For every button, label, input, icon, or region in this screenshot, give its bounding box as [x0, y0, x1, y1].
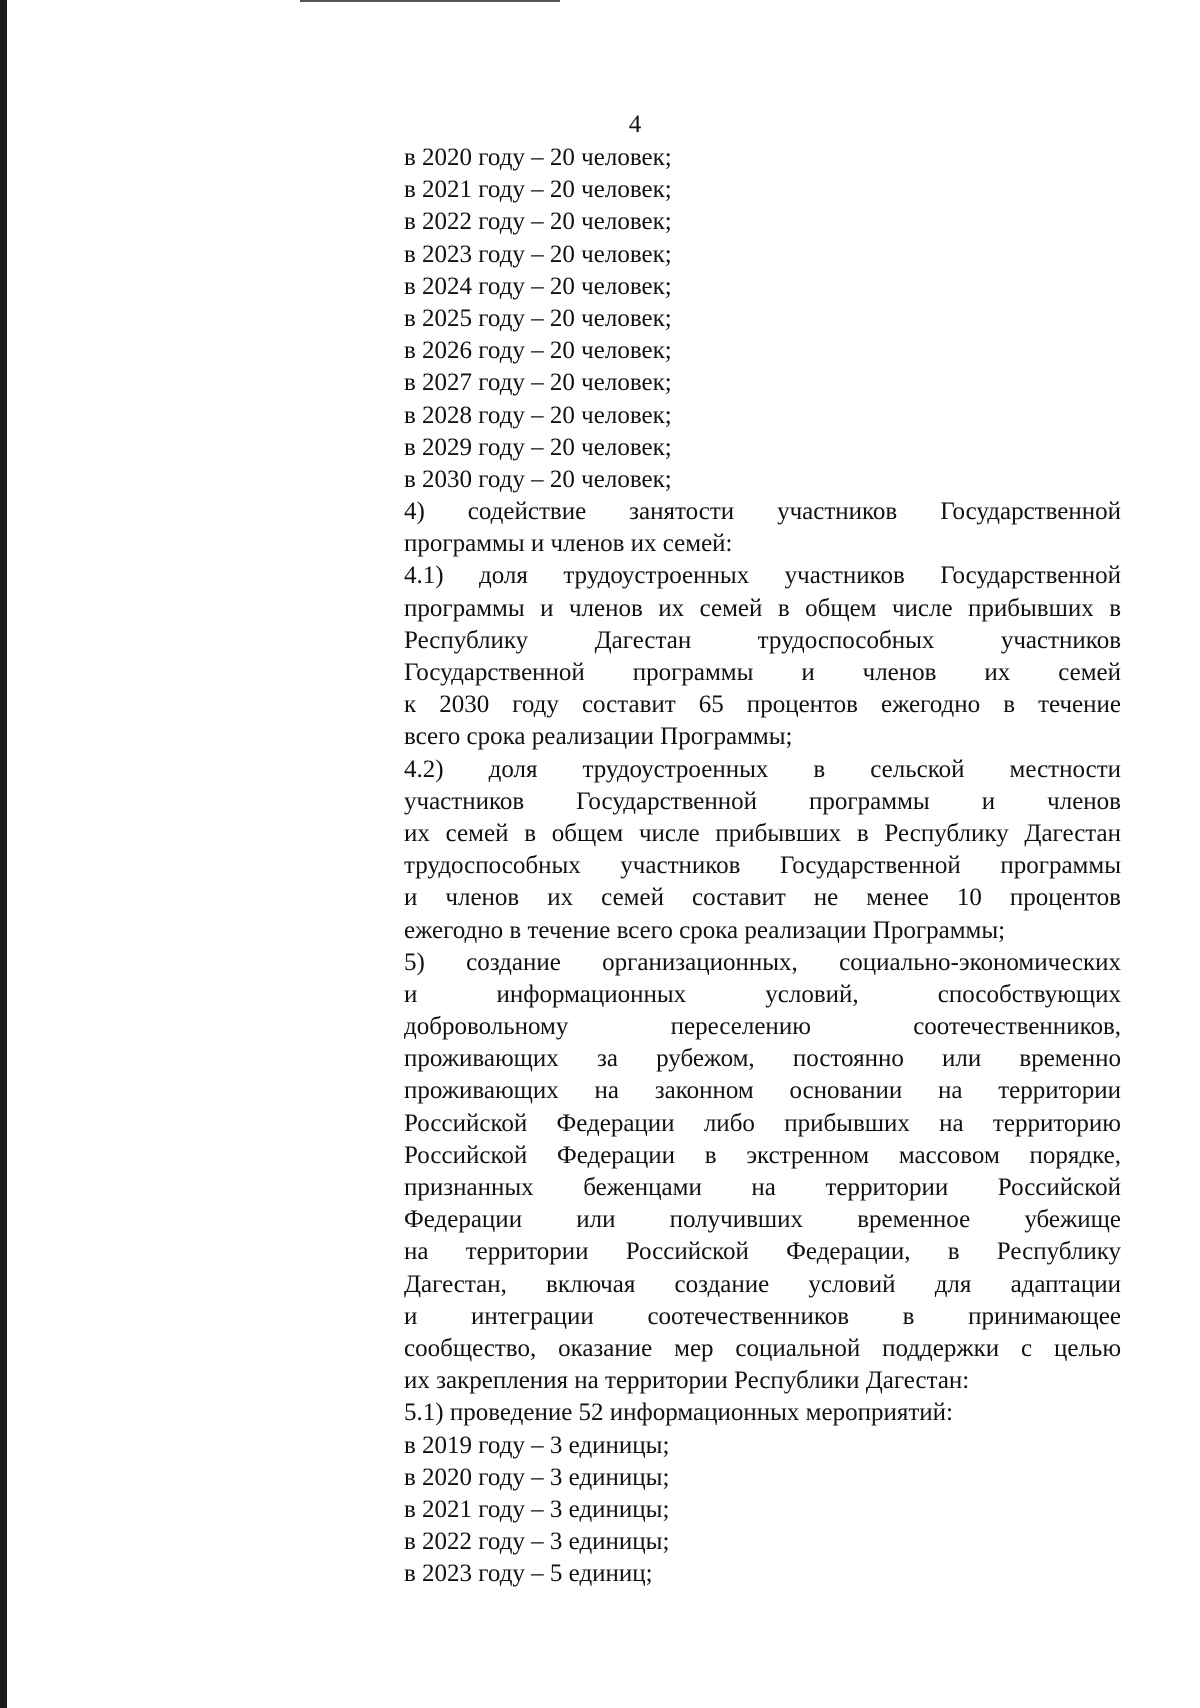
text-line: признанных беженцами на территории Российской [404, 1174, 1121, 1201]
text-line: в 2020 году – 20 человек; [404, 144, 672, 171]
text-line: Дагестан, включая создание условий для адаптации [404, 1270, 1121, 1298]
text-line: в 2021 году – 3 единицы; [404, 1495, 670, 1523]
document-body [404, 142, 1121, 1590]
text-line: в 2030 году – 20 человек; [404, 465, 672, 493]
text-line: 4.1) доля трудоустроенных участников Государственной [404, 562, 1121, 590]
text-line: проживающих за рубежом, постоянно или временно [404, 1045, 1121, 1073]
text-line: их семей в общем числе прибывших в Республику Дагестан [404, 819, 1121, 847]
text-line: и членов их семей составит не менее 10 процентов [404, 884, 1121, 912]
text-line: в 2028 году – 20 человек; [404, 401, 672, 429]
text-line: 4.2) доля трудоустроенных в сельской местности [404, 755, 1121, 783]
text-line: программы и членов их семей в общем числе прибывших в [404, 594, 1121, 622]
text-line: всего срока реализации Программы; [404, 723, 793, 751]
text-line: в 2027 году – 20 человек; [404, 369, 672, 397]
text-line: Республику Дагестан трудоспособных участников [404, 626, 1121, 654]
text-line: на территории Российской Федерации, в Республику [404, 1238, 1121, 1266]
text-line: 5.1) проведение 52 информационных мероприятий: [404, 1399, 953, 1427]
text-line: к 2030 году составит 65 процентов ежегодно в течение [404, 691, 1121, 719]
text-line: в 2019 году – 3 единицы; [404, 1431, 670, 1459]
text-line: в 2026 году – 20 человек; [404, 337, 672, 365]
text-line: в 2025 году – 20 человек; [404, 304, 672, 332]
page-number: 4 [628, 111, 642, 138]
text-line: в 2021 году – 20 человек; [404, 176, 672, 204]
text-line: добровольному переселению соотечественников, [404, 1013, 1121, 1041]
text-line: их закрепления на территории Республики Дагестан: [404, 1367, 970, 1395]
text-line: трудоспособных участников Государственной программы [404, 852, 1121, 880]
text-line: проживающих на законном основании на территории [404, 1077, 1121, 1105]
text-line: сообщество, оказание мер социальной поддержки с целью [404, 1334, 1121, 1362]
text-line: ежегодно в течение всего срока реализации Программы; [404, 916, 1006, 944]
text-line: в 2023 году – 20 человек; [404, 240, 672, 268]
scan-left-edge [0, 0, 7, 1708]
text-line: в 2020 году – 3 единицы; [404, 1463, 670, 1491]
text-line: 5) создание организационных, социально-экономических [404, 948, 1121, 976]
text-line: Российской Федерации в экстренном массовом порядке, [404, 1141, 1121, 1169]
text-line: в 2022 году – 3 единицы; [404, 1528, 670, 1556]
text-line: Федерации или получивших временное убежище [404, 1206, 1121, 1234]
text-line: в 2022 году – 20 человек; [404, 208, 672, 236]
text-line: и информационных условий, способствующих [404, 980, 1121, 1008]
text-line: Государственной программы и членов их семей [404, 659, 1121, 686]
text-line: и интеграции соотечественников в принимающее [404, 1302, 1121, 1330]
text-line: в 2024 году – 20 человек; [404, 272, 672, 300]
scan-top-edge [300, 0, 560, 2]
text-line: 4) содействие занятости участников Государственной [404, 498, 1121, 526]
text-line: в 2029 году – 20 человек; [404, 433, 672, 461]
text-line: программы и членов их семей: [404, 530, 733, 558]
text-line: в 2023 году – 5 единиц; [404, 1560, 653, 1588]
text-line: Российской Федерации либо прибывших на территорию [404, 1109, 1121, 1137]
text-line: участников Государственной программы и членов [404, 787, 1121, 815]
